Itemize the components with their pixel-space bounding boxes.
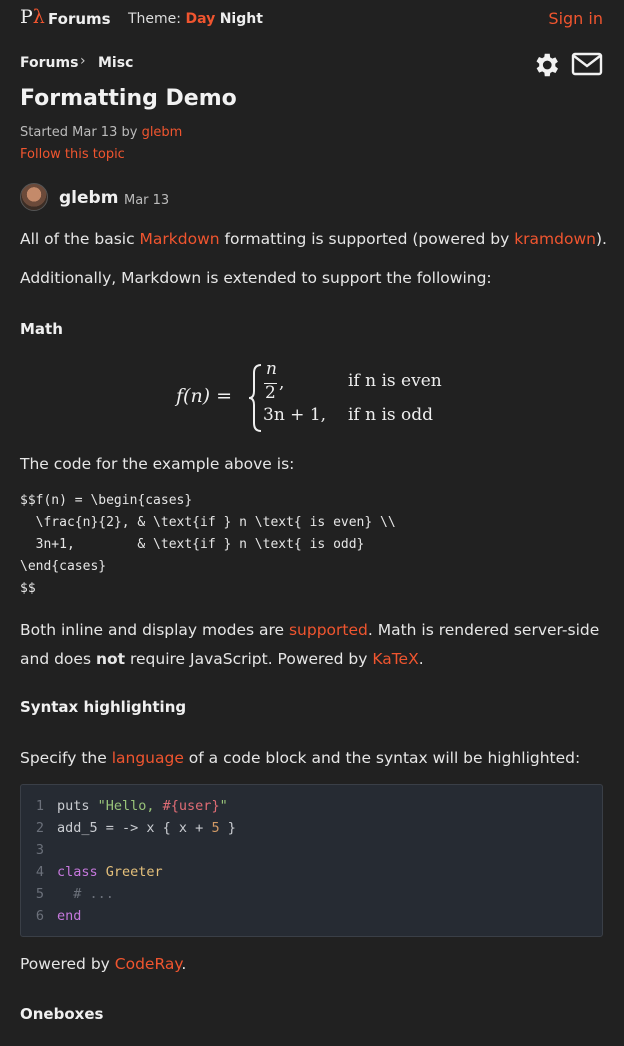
post-author[interactable]: glebm xyxy=(59,188,119,208)
powered-paragraph xyxy=(20,950,610,979)
theme-label: Theme: xyxy=(128,11,182,27)
code-line: \frac{n}{2}, & \text{if } n \text{ is even} \\ xyxy=(20,515,396,530)
text: All of the basic xyxy=(20,230,140,248)
language-link[interactable]: language xyxy=(111,749,184,767)
theme-switcher xyxy=(128,11,263,27)
text: of a code block and the syntax will be highlighted: xyxy=(183,749,581,767)
follow-topic-link[interactable]: Follow this topic xyxy=(20,147,125,162)
logo-p: P xyxy=(20,6,33,28)
mail-icon[interactable] xyxy=(571,50,603,78)
supported-link[interactable]: supported xyxy=(288,621,368,639)
text: formatting is supported (powered by xyxy=(219,230,515,248)
breadcrumb-forums[interactable]: Forums xyxy=(20,55,79,71)
bold-not: not xyxy=(95,650,126,668)
code-line: \end{cases} xyxy=(20,559,107,574)
code-line-4: 4 class Greeter xyxy=(35,864,163,880)
highlighted-code-block xyxy=(20,784,603,937)
code-line: 3n+1, & \text{if } n \text{ is odd} xyxy=(20,537,365,552)
code-line-1: 1 puts "Hello, #{user}" xyxy=(35,798,228,814)
math-denominator: 2 xyxy=(265,383,276,403)
math-row2: 3n + 1, xyxy=(263,405,327,425)
code-intro: The code for the example above is: xyxy=(20,455,295,473)
oneboxes-heading: Oneboxes xyxy=(20,1005,104,1023)
theme-night-option[interactable]: Night xyxy=(219,11,263,27)
modes-paragraph xyxy=(20,616,610,674)
sign-in-link[interactable]: Sign in xyxy=(548,9,603,28)
text: . xyxy=(418,650,424,668)
logo[interactable] xyxy=(20,6,45,28)
code-line-6: 6 end xyxy=(35,908,82,924)
kramdown-link[interactable]: kramdown xyxy=(514,230,596,248)
additionally-paragraph: Additionally, Markdown is extended to support the following: xyxy=(20,269,492,287)
theme-day-option[interactable]: Day xyxy=(185,11,216,27)
text: and does xyxy=(20,650,96,668)
math-case-even: if n is even xyxy=(348,371,442,391)
markdown-link[interactable]: Markdown xyxy=(139,230,220,248)
breadcrumb-misc[interactable]: Misc xyxy=(98,55,134,71)
post-date[interactable]: Mar 13 xyxy=(124,193,170,208)
math-heading: Math xyxy=(20,320,63,338)
text: require JavaScript. Powered by xyxy=(125,650,373,668)
page-title: Formatting Demo xyxy=(20,86,237,111)
topic-started xyxy=(20,125,182,140)
katex-link[interactable]: KaTeX xyxy=(372,650,419,668)
math-comma: , xyxy=(279,373,285,393)
code-line-5: 5 # ... xyxy=(35,886,114,902)
logo-lambda: λ xyxy=(32,6,45,28)
code-line: $$ xyxy=(20,581,36,596)
coderay-link[interactable]: CodeRay xyxy=(114,955,182,973)
started-text: Started Mar 13 by xyxy=(20,125,142,140)
code-line: $$f(n) = \begin{cases} xyxy=(20,493,193,508)
text: Specify the xyxy=(20,749,112,767)
avatar[interactable] xyxy=(20,183,48,211)
text: ). xyxy=(595,230,607,248)
math-lhs: f(n) = xyxy=(176,385,233,407)
code-line-2: 2 add_5 = -> x { x + 5 } xyxy=(35,820,236,836)
latex-code-block xyxy=(20,490,396,600)
syntax-heading: Syntax highlighting xyxy=(20,698,187,716)
text: Both inline and display modes are xyxy=(20,621,289,639)
specify-paragraph xyxy=(20,744,610,773)
text: . Math is rendered server-side xyxy=(367,621,600,639)
brace-icon xyxy=(248,363,264,433)
text: . xyxy=(181,955,187,973)
intro-paragraph xyxy=(20,225,610,254)
brand-link[interactable]: Forums xyxy=(48,10,111,28)
math-case-odd: if n is odd xyxy=(348,405,434,425)
starter-user-link[interactable]: glebm xyxy=(141,125,183,140)
text: Powered by xyxy=(20,955,115,973)
code-line-3: 3 xyxy=(35,842,44,858)
breadcrumb-separator: › xyxy=(80,53,86,69)
math-display xyxy=(176,359,476,433)
math-numerator: n xyxy=(266,359,277,379)
gear-icon[interactable] xyxy=(531,50,561,80)
